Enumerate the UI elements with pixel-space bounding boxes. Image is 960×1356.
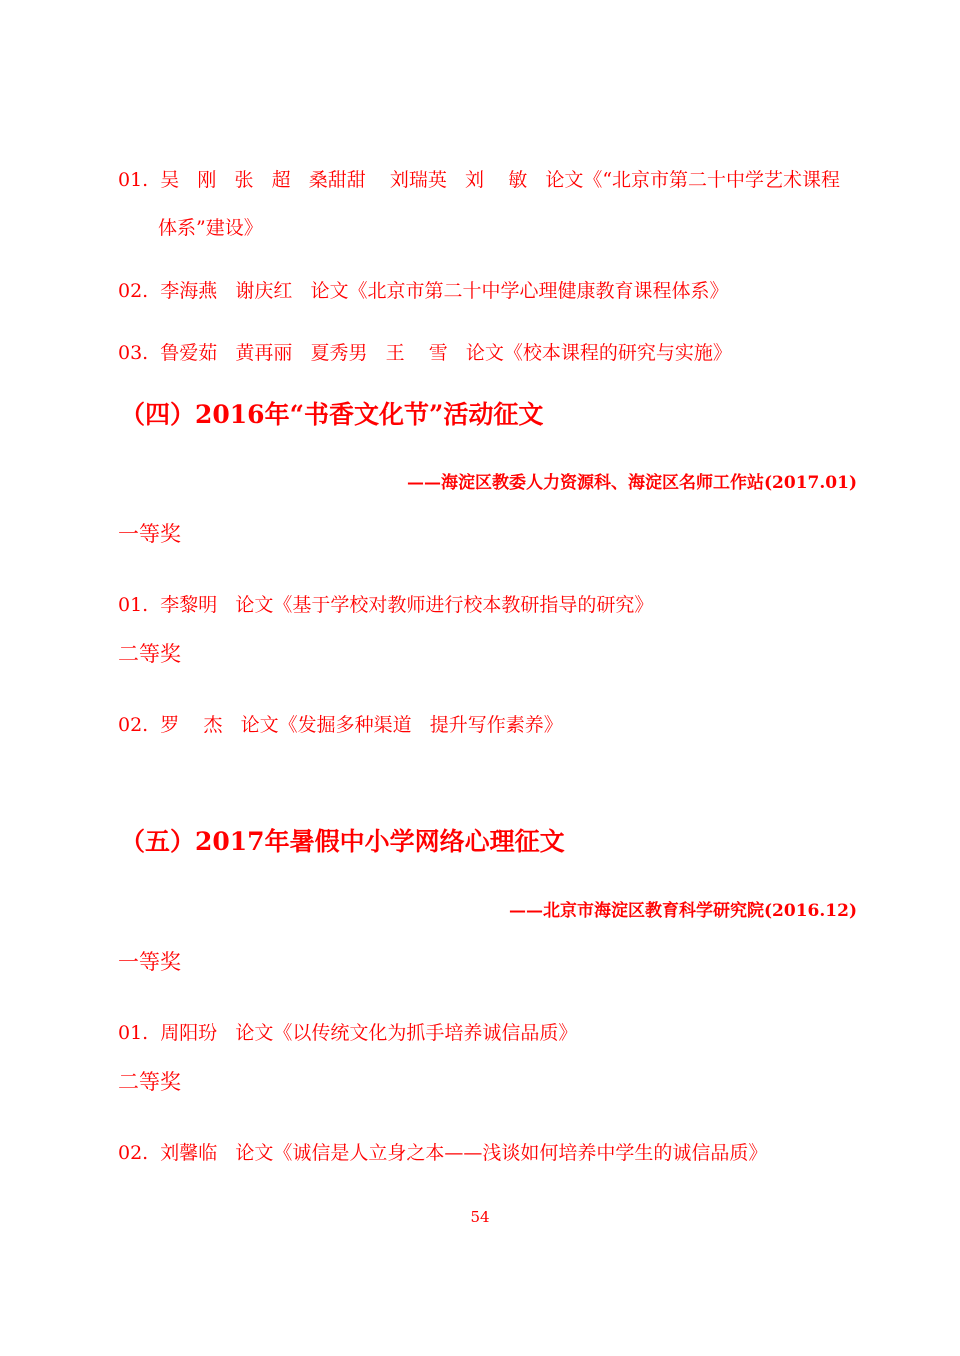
award-level-label: 一等奖 bbox=[118, 522, 181, 546]
section-heading: （五）2017年暑假中小学网络心理征文 bbox=[120, 827, 565, 856]
section-heading: （四）2016年“书香文化节”活动征文 bbox=[120, 400, 544, 429]
entry-line: 01. 周阳玢 论文《以传统文化为抓手培养诚信品质》 bbox=[118, 1022, 578, 1044]
section-source: ——海淀区教委人力资源科、海淀区名师工作站(2017.01) bbox=[407, 473, 857, 493]
entry-line: 02. 刘馨临 论文《诚信是人立身之本——浅谈如何培养中学生的诚信品质》 bbox=[118, 1142, 768, 1164]
award-level-label: 二等奖 bbox=[118, 642, 181, 666]
entry-line: 02. 罗 杰 论文《发掘多种渠道 提升写作素养》 bbox=[118, 714, 563, 736]
entry-line: 02. 李海燕 谢庆红 论文《北京市第二十中学心理健康教育课程体系》 bbox=[118, 280, 729, 302]
section-source: ——北京市海淀区教育科学研究院(2016.12) bbox=[509, 901, 857, 921]
page-number: 54 bbox=[470, 1208, 490, 1226]
award-level-label: 二等奖 bbox=[118, 1070, 181, 1094]
entry-line-continuation: 体系”建设》 bbox=[158, 217, 263, 239]
award-level-label: 一等奖 bbox=[118, 950, 181, 974]
entry-line: 03. 鲁爱茹 黄再丽 夏秀男 王 雪 论文《校本课程的研究与实施》 bbox=[118, 342, 732, 364]
entry-line: 01. 李黎明 论文《基于学校对教师进行校本教研指导的研究》 bbox=[118, 594, 654, 616]
entry-line: 01. 吴 刚 张 超 桑甜甜 刘瑞英 刘 敏 论文《“北京市第二十中学艺术课程 bbox=[118, 169, 841, 191]
